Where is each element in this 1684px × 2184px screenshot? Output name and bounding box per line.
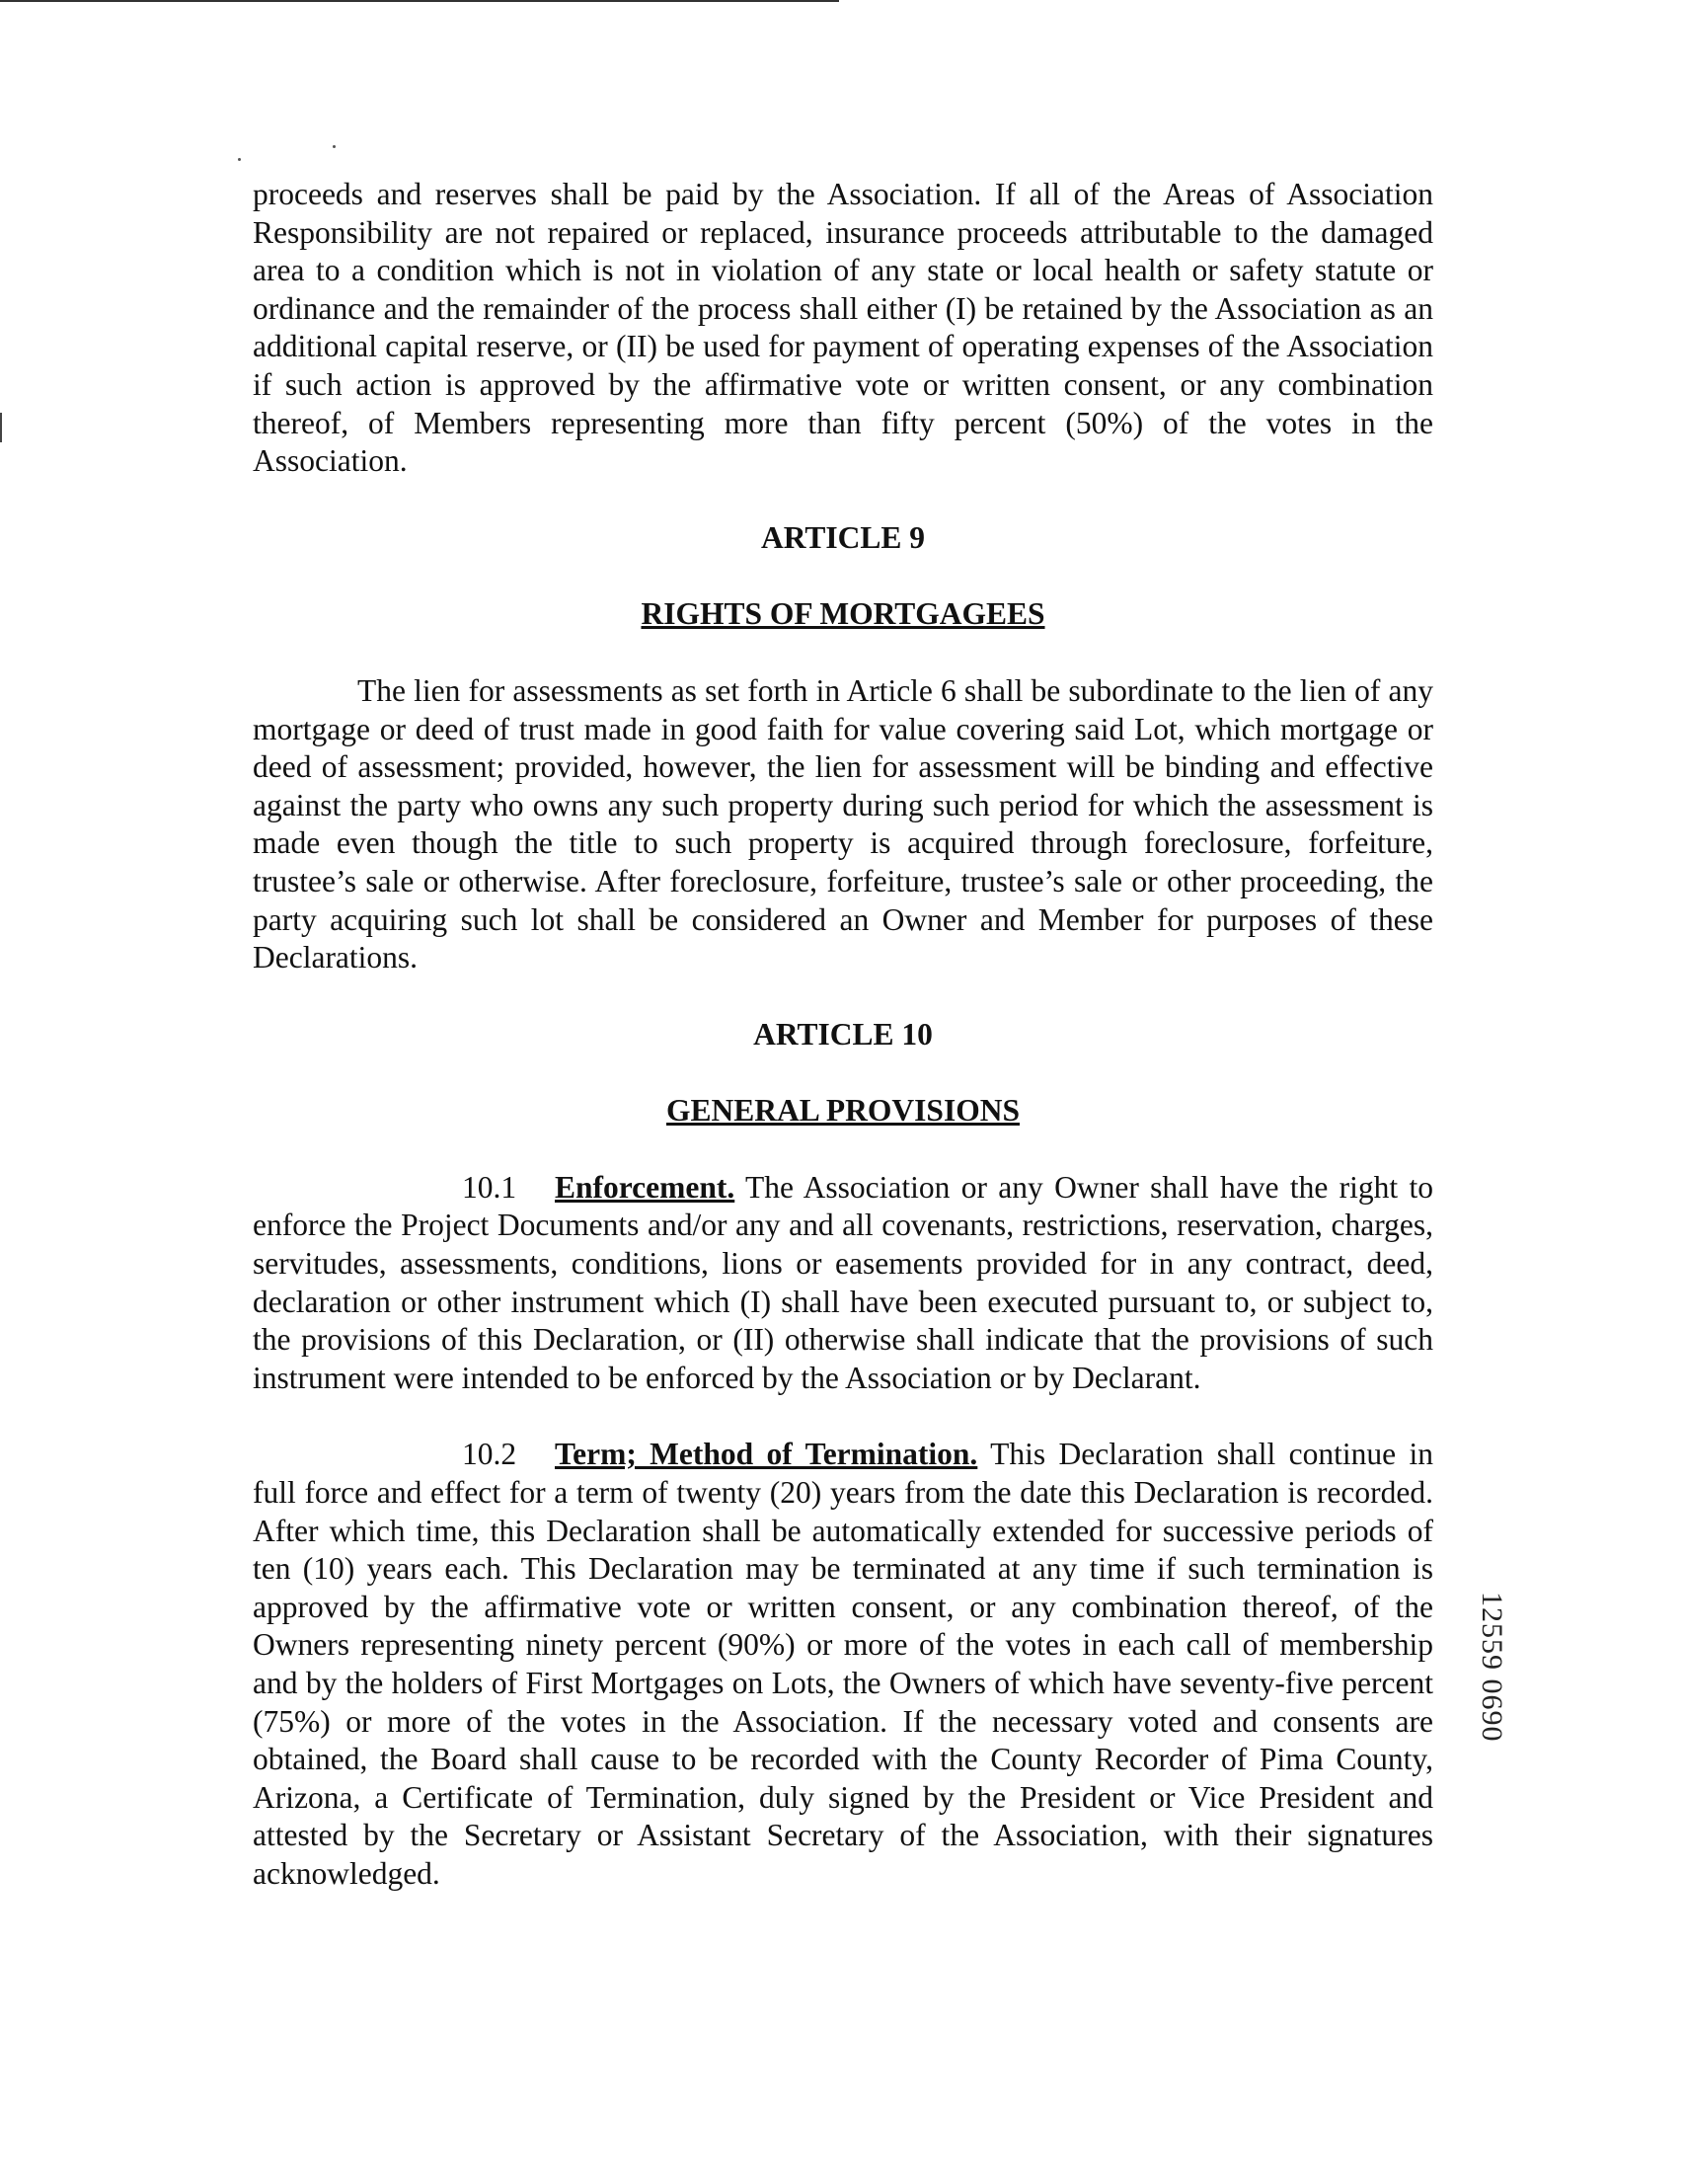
scan-speck xyxy=(333,145,336,148)
section-number: 10.1 xyxy=(462,1169,517,1205)
article-10-number: ARTICLE 10 xyxy=(753,1016,933,1052)
article-9-title: RIGHTS OF MORTGAGEES xyxy=(641,596,1045,632)
section-number: 10.2 xyxy=(462,1437,517,1472)
section-title: Enforcement. xyxy=(555,1169,735,1205)
article-10-title: GENERAL PROVISIONS xyxy=(666,1093,1020,1129)
section-body: The Association or any Owner shall have the right to enforce the Project Documents and/or any and all covenants, restrictions, reservation, charges, servitudes, assessments, conditions, lions or easements provided for in any contract, deed, declaration or other instrument which (I) shall have been executed pursuant to, or subject to, the provisions of this Declaration, or (II) otherwise shall indicate that the provisions of such instrument were intended to be enforced by the Association or by Declarant. xyxy=(253,1169,1433,1395)
intro-paragraph: proceeds and reserves shall be paid by the Association. If all of the Areas of Association Responsibility are not repaired or replaced, insurance proceeds attributable to the damaged area to a condition which is not in violation of any state or local health or safety statute or ordinance and the remainder of the process shall either (I) be retained by the Association as an additional capital reserve, or (II) be used for payment of operating expenses of the Association if such action is approved by the affirmative vote or written consent, or any combination thereof, of Members representing more than fifty percent (50%) of the votes in the Association. xyxy=(253,177,1433,479)
scan-margin-mark xyxy=(0,413,2,442)
section-body: This Declaration shall continue in full force and effect for a term of twenty (20) years from the date this Declaration is recorded. After which time, this Declaration shall be automatically extended for successive periods of ten (10) years each. This Declaration may be terminated at any time if such termination is approved by the affirmative vote or written consent, or any combination thereof, of the Owners representing ninety percent (90%) or more of the votes in each call of membership and by the holders of First Mortgages on Lots, the Owners of which have seventy-five percent (75%) or more of the votes in the Association. If the necessary voted and consents are obtained, the Board shall cause to be recorded with the County Recorder of Pima County, Arizona, a Certificate of Termination, duly signed by the President or Vice President and attested by the Secretary or Assistant Secretary of the Association, with their signatures acknowledged. xyxy=(253,1437,1433,1891)
article-9-body: The lien for assessments as set forth in Article 6 shall be subordinate to the lien of any mortgage or deed of trust made in good faith for value covering said Lot, which mortgage or deed of assessment; provided, however, the lien for assessment will be binding and effective against the party who owns any such property during such period for which the assessment is made even though the title to such property is acquired through foreclosure, forfeiture, trustee’s sale or otherwise. After foreclosure, forfeiture, trustee’s sale or other proceeding, the party acquiring such lot shall be considered an Owner and Member for purposes of these Declarations. xyxy=(253,672,1433,975)
recording-stamp: 12559 0690 xyxy=(1476,1592,1508,1743)
document-page xyxy=(253,176,1433,1894)
section-10-2 xyxy=(253,1436,1433,1893)
scan-speck xyxy=(238,158,241,161)
scan-top-edge xyxy=(0,0,839,2)
section-title: Term; Method of Termination. xyxy=(555,1437,978,1472)
section-10-1 xyxy=(253,1169,1433,1398)
article-9-number: ARTICLE 9 xyxy=(760,519,926,555)
